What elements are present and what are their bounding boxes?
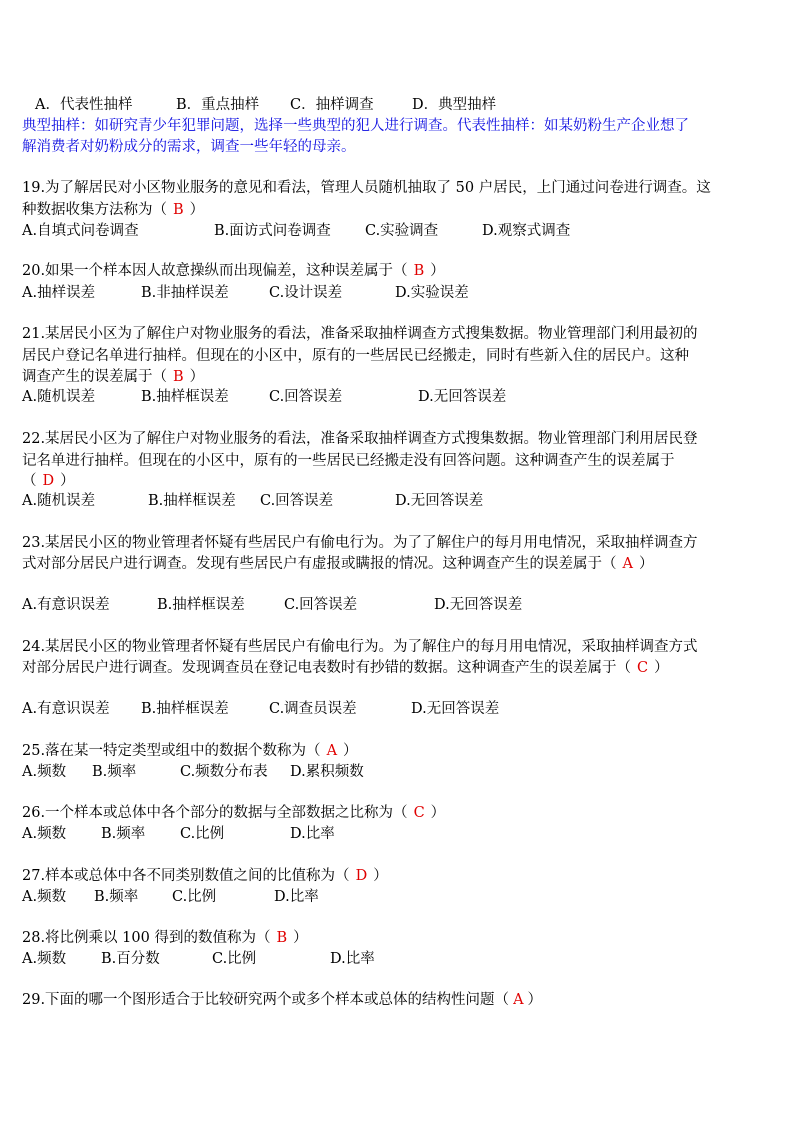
q20-option-a: A.抽样误差 [22, 285, 96, 301]
q20-options [22, 283, 742, 304]
q22-text-line-1: 22.某居民小区为了解住户对物业服务的看法，准备采取抽样调查方式搜集数据。物业管理部门利用居民登 [22, 431, 698, 447]
q18-options [35, 95, 755, 116]
q21-text-line-3: 调查产生的误差属于（ B ） [22, 367, 204, 388]
q25-option-c: C.频数分布表 [180, 764, 268, 780]
q25-options [22, 762, 742, 783]
q22-option-c: C.回答误差 [260, 493, 334, 509]
q19-answer: B [173, 202, 184, 218]
q21-text-line-2: 居民户登记名单进行抽样。但现在的小区中，原有的一些居民已经搬走，同时有些新入住的居民户。这种 [22, 348, 689, 364]
q24-answer: C [637, 660, 649, 676]
q21-option-d: D.无回答误差 [418, 389, 507, 405]
q26-option-a: A.频数 [22, 826, 67, 842]
q27-options [22, 887, 742, 908]
q19-option-a: A.自填式问卷调查 [22, 223, 139, 239]
q22-answer: D [42, 473, 55, 489]
q24-option-a: A.有意识误差 [22, 701, 110, 717]
q23-answer: A [622, 556, 633, 572]
q27-option-d: D.比率 [274, 889, 319, 905]
q23-option-d: D.无回答误差 [434, 597, 523, 613]
q26-option-b: B.频率 [101, 826, 146, 842]
q22-text-line-2: 记名单进行抽样。但现在的小区中，原有的一些居民已经搬走没有回答问题。这种调查产生的误差属于 [22, 453, 675, 469]
q27-text: 27.样本或总体中各不同类别数值之间的比值称为（ D ） [22, 866, 388, 887]
q22-text-line-3: （ D ） [22, 471, 75, 492]
q23-text-line-2: 式对部分居民户进行调查。发现有些居民户有虚报或瞒报的情况。这种调查产生的误差属于（ A ） [22, 554, 653, 575]
q22-option-d: D.无回答误差 [395, 493, 484, 509]
q18-option-d: D．典型抽样 [412, 97, 497, 113]
q18-option-a: A．代表性抽样 [35, 97, 133, 113]
q19-options [22, 221, 742, 242]
q28-option-d: D.比率 [330, 951, 375, 967]
q21-option-b: B.抽样框误差 [141, 389, 229, 405]
q18-option-b: B．重点抽样 [176, 97, 260, 113]
q25-option-a: A.频数 [22, 764, 67, 780]
q27-answer: D [355, 868, 368, 884]
q25-answer: A [326, 743, 338, 759]
q20-answer: B [413, 263, 425, 279]
q23-options [22, 595, 742, 616]
q18-note-line-1: 典型抽样：如研究青少年犯罪问题，选择一些典型的犯人进行调查。代表性抽样：如某奶粉生产企业想了 [22, 118, 689, 134]
q28-option-b: B.百分数 [101, 951, 160, 967]
q20-option-b: B.非抽样误差 [141, 285, 229, 301]
q22-option-b: B.抽样框误差 [148, 493, 236, 509]
q27-option-c: C.比例 [172, 889, 217, 905]
q21-option-a: A.随机误差 [22, 389, 96, 405]
q26-options [22, 824, 742, 845]
q24-option-c: C.调查员误差 [269, 701, 357, 717]
q19-option-d: D.观察式调查 [482, 223, 571, 239]
q24-option-b: B.抽样框误差 [141, 701, 229, 717]
q18-option-c: C．抽样调查 [290, 97, 374, 113]
q26-answer: C [413, 805, 425, 821]
q25-text: 25.落在某一特定类型或组中的数据个数称为（ A ） [22, 741, 358, 762]
q23-text-line-1: 23.某居民小区的物业管理者怀疑有些居民户有偷电行为。为了了解住户的每月用电情况，采取抽样调查方 [22, 535, 698, 551]
q28-answer: B [276, 930, 288, 946]
q28-text: 28.将比例乘以 100 得到的数值称为（ B ） [22, 928, 308, 949]
q23-option-c: C.回答误差 [284, 597, 358, 613]
q20-option-c: C.设计误差 [269, 285, 343, 301]
q20-text: 20.如果一个样本因人故意操纵而出现偏差，这种误差属于（ B ） [22, 261, 445, 282]
q24-options [22, 699, 742, 720]
q19-option-c: C.实验调查 [365, 223, 439, 239]
q24-text-line-1: 24.某居民小区的物业管理者怀疑有些居民户有偷电行为。为了解住户的每月用电情况，采取抽样调查方式 [22, 639, 698, 655]
q21-text-line-1: 21.某居民小区为了解住户对物业服务的看法，准备采取抽样调查方式搜集数据。物业管理部门利用最初的 [22, 326, 698, 342]
q28-option-c: C.比例 [212, 951, 257, 967]
q21-answer: B [173, 369, 184, 385]
q25-option-b: B.频率 [92, 764, 137, 780]
q27-option-b: B.频率 [94, 889, 139, 905]
q21-options [22, 387, 742, 408]
q21-option-c: C.回答误差 [269, 389, 343, 405]
q19-text-line-1: 19.为了解居民对小区物业服务的意见和看法，管理人员随机抽取了 50 户居民，上门通过问卷进行调查。这 [22, 180, 711, 196]
q22-option-a: A.随机误差 [22, 493, 96, 509]
q26-text: 26.一个样本或总体中各个部分的数据与全部数据之比称为（ C ） [22, 803, 445, 824]
q23-option-a: A.有意识误差 [22, 597, 110, 613]
q27-option-a: A.频数 [22, 889, 67, 905]
q29-answer: A [513, 992, 524, 1008]
q24-option-d: D.无回答误差 [411, 701, 500, 717]
q22-options [22, 491, 742, 512]
q28-option-a: A.频数 [22, 951, 67, 967]
q23-option-b: B.抽样框误差 [157, 597, 245, 613]
q28-options [22, 949, 742, 970]
q26-option-d: D.比率 [290, 826, 335, 842]
q25-option-d: D.累积频数 [290, 764, 364, 780]
q19-text-line-2: 种数据收集方法称为（ B ） [22, 200, 204, 221]
q20-option-d: D.实验误差 [395, 285, 469, 301]
q29-text: 29.下面的哪一个图形适合于比较研究两个或多个样本或总体的结构性问题（ A ） [22, 990, 542, 1011]
q26-option-c: C.比例 [180, 826, 225, 842]
q18-note-line-2: 解消费者对奶粉成分的需求，调查一些年轻的母亲。 [22, 139, 356, 155]
q24-text-line-2: 对部分居民户进行调查。发现调查员在登记电表数时有抄错的数据。这种调查产生的误差属于（ C ） [22, 658, 669, 679]
q19-option-b: B.面访式问卷调查 [214, 223, 331, 239]
